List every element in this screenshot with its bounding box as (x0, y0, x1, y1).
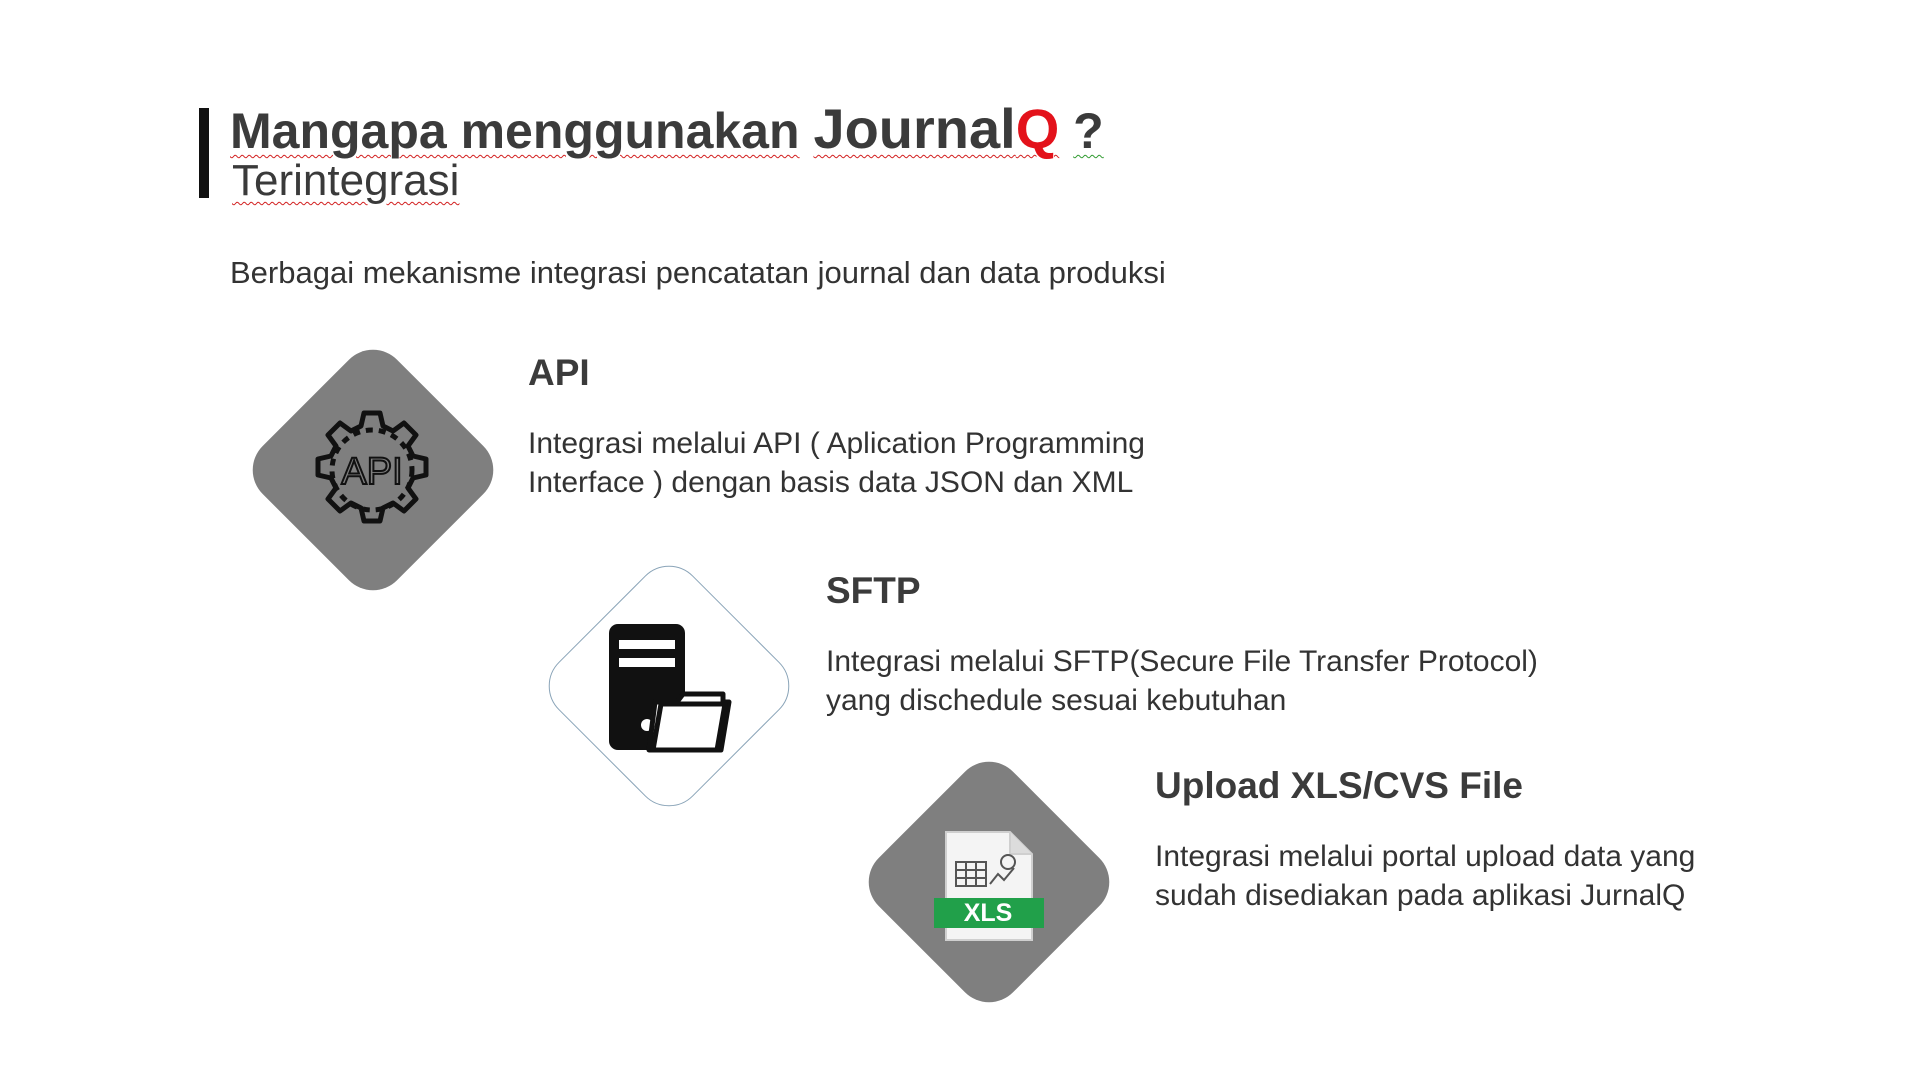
brand-name (813, 97, 1059, 160)
api-line-1: Integrasi melalui API ( Aplication Programming (528, 427, 1145, 460)
brand-main: Journal (813, 97, 1016, 160)
api-heading: API (528, 352, 590, 393)
title-prefix: Mangapa menggunakan (230, 103, 800, 159)
page-title (230, 96, 1104, 161)
xls-line-2: sudah disediakan pada aplikasi JurnalQ (1155, 879, 1686, 912)
api-line-2: Interface ) dengan basis data JSON dan XML (528, 466, 1134, 499)
page-subtitle: Terintegrasi (232, 156, 460, 205)
title-accent-bar (199, 108, 209, 198)
sftp-line-1: Integrasi melalui SFTP(Secure File Transfer Protocol) (826, 645, 1538, 678)
api-description (528, 424, 1145, 502)
xls-label: XLS (963, 899, 1013, 927)
sftp-line-2: yang dischedule sesuai kebutuhan (826, 684, 1287, 717)
xls-line-1: Integrasi melalui portal upload data yang (1155, 840, 1696, 873)
xls-heading: Upload XLS/CVS File (1155, 765, 1523, 806)
xls-description (1155, 837, 1695, 915)
sftp-description (826, 642, 1538, 720)
sftp-heading: SFTP (826, 570, 921, 611)
intro-text: Berbagai mekanisme integrasi pencatatan journal dan data produksi (230, 255, 1166, 290)
svg-text:API: API (341, 451, 403, 493)
brand-q: Q (1015, 97, 1060, 160)
xls-file-icon (930, 826, 1050, 951)
server-folder-icon (605, 620, 735, 760)
title-suffix: ? (1073, 103, 1104, 159)
api-gear-icon (307, 405, 437, 540)
